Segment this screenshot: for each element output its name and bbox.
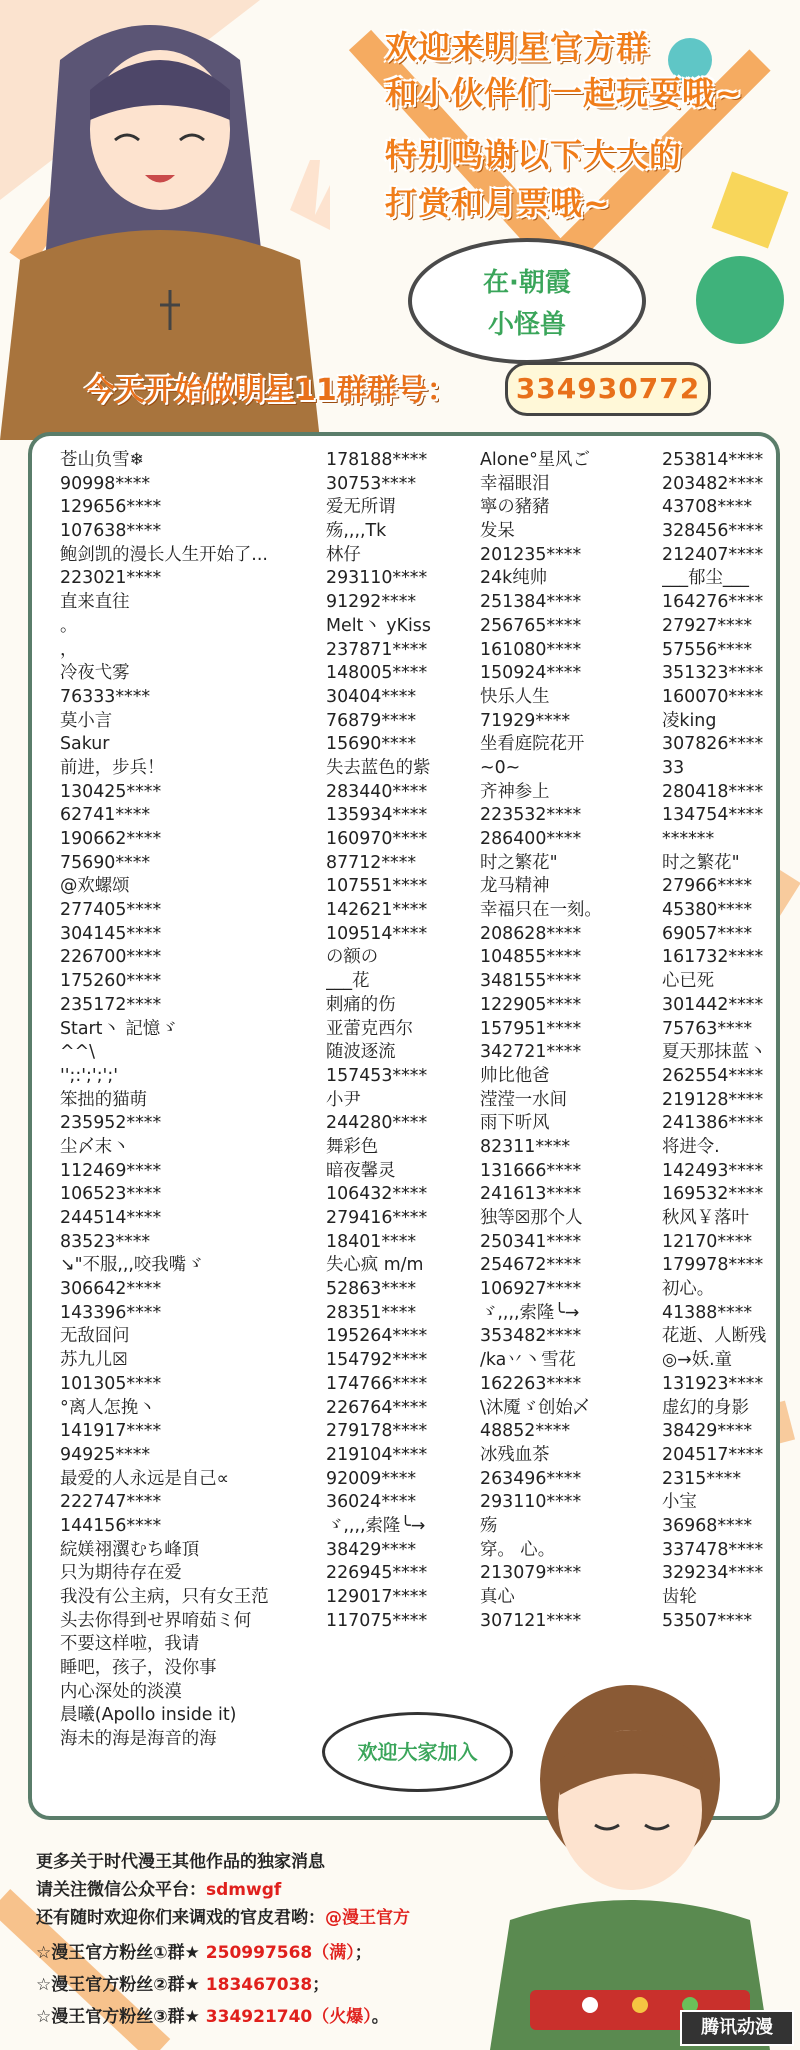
supporter-entry: 91292**** xyxy=(326,592,417,613)
supporter-entry: の额の xyxy=(326,947,379,968)
supporter-entry: \沐魇ゞ创始乄 xyxy=(480,1397,591,1418)
supporter-entry: 48852**** xyxy=(480,1421,571,1442)
supporter-entry: 106432**** xyxy=(326,1184,428,1205)
supporter-entry: 。 xyxy=(60,615,78,636)
weibo-account: @漫王官方 xyxy=(325,1908,410,1928)
supporter-entry: 57556**** xyxy=(662,639,753,660)
supporter-entry: 时之繁花" xyxy=(480,852,558,873)
supporter-entry: 307121**** xyxy=(480,1610,582,1631)
fan-group-2-number: 183467038 xyxy=(205,1975,313,1995)
supporter-column-4 xyxy=(662,449,772,1633)
group-number-label: 今天开始做明星11群群号： xyxy=(85,373,457,408)
supporter-entry: 204517**** xyxy=(662,1444,764,1465)
wechat-account: sdmwgf xyxy=(206,1880,282,1900)
supporter-entry: 穿。 心。 xyxy=(480,1539,556,1560)
header-line-4: 打赏和月票哦~ xyxy=(385,184,611,222)
supporter-entry: 53507**** xyxy=(662,1610,753,1631)
fan-group-3 xyxy=(36,2002,389,2027)
fan-group-2-label: ☆漫王官方粉丝②群★ xyxy=(36,1975,206,1995)
supporter-entry: 144156**** xyxy=(60,1515,162,1536)
supporter-entry: 41388**** xyxy=(662,1302,753,1323)
supporter-entry: 131666**** xyxy=(480,1160,582,1181)
group-number: 334930772 xyxy=(505,362,711,416)
supporter-entry: 164276**** xyxy=(662,592,764,613)
supporter-entry: 161080**** xyxy=(480,639,582,660)
supporter-entry: 241613**** xyxy=(480,1184,582,1205)
supporter-entry: 龙马精神 xyxy=(480,876,550,897)
supporter-entry: 莫小言 xyxy=(60,710,113,731)
supporter-entry: 190662**** xyxy=(60,829,162,849)
supporter-entry: 104855**** xyxy=(480,947,582,968)
supporter-entry: 286400**** xyxy=(480,829,582,849)
thanks-name-1: 在·朝霞 xyxy=(483,268,571,298)
header-line-3: 特别鸣谢以下大大的 xyxy=(385,136,683,174)
header-line-2: 和小伙伴们一起玩耍哦~ xyxy=(385,74,743,112)
supporter-entry: 27966**** xyxy=(662,876,753,897)
supporter-entry: 虚幻的身影 xyxy=(662,1397,749,1418)
footer-line-1: 更多关于时代漫王其他作品的独家消息 xyxy=(36,1852,325,1872)
supporter-entry: 我没有公主病，只有女王范 xyxy=(60,1587,269,1607)
supporter-entry: 笨拙的猫萌 xyxy=(60,1089,147,1110)
supporter-entry: 301442**** xyxy=(662,994,764,1015)
supporter-entry: 82311**** xyxy=(480,1136,571,1157)
supporter-entry: 真心 xyxy=(480,1587,515,1607)
fan-group-1-end: ； xyxy=(354,1943,372,1963)
supporter-entry: 235172**** xyxy=(60,994,162,1015)
supporter-entry: 160070**** xyxy=(662,686,764,707)
supporter-entry: 157951**** xyxy=(480,1018,582,1039)
supporter-entry: 283440**** xyxy=(326,781,428,802)
supporter-entry: 337478**** xyxy=(662,1539,764,1560)
welcome-speech-bubble: 欢迎大家加入 xyxy=(322,1712,513,1792)
supporter-entry: 苍山负雪❄ xyxy=(60,450,145,470)
supporter-entry: 寧の豬豬 xyxy=(480,497,550,518)
supporter-entry: 348155**** xyxy=(480,971,582,992)
supporter-entry: 83523**** xyxy=(60,1231,151,1252)
supporter-entry: 129656**** xyxy=(60,497,162,518)
supporter-entry: 30753**** xyxy=(326,473,417,494)
fan-group-1 xyxy=(36,1938,372,1963)
supporter-entry: 12170**** xyxy=(662,1231,753,1252)
supporter-entry: 海未的海是海音的海 xyxy=(60,1729,217,1750)
supporter-entry: 226764**** xyxy=(326,1397,428,1418)
supporter-entry: 351323**** xyxy=(662,663,764,684)
supporter-entry: 苏九儿☒ xyxy=(60,1350,128,1371)
supporter-entry: 223532**** xyxy=(480,805,582,826)
supporter-entry: 101305**** xyxy=(60,1373,162,1394)
supporter-entry: 失心疯 m/m xyxy=(326,1255,424,1276)
supporter-entry: 161732**** xyxy=(662,947,764,968)
supporter-entry: 256765**** xyxy=(480,615,582,636)
supporter-entry: 226700**** xyxy=(60,947,162,968)
fan-group-2-end: ； xyxy=(312,1975,330,1995)
supporter-entry: 随波逐流 xyxy=(326,1042,396,1063)
supporter-entry: 夏天那抹蓝丶 xyxy=(662,1042,767,1063)
supporter-entry: /ka丷丶雪花 xyxy=(480,1350,576,1371)
thanks-cloud xyxy=(408,238,646,364)
supporter-entry: 30404**** xyxy=(326,686,417,707)
supporter-entry: 129017**** xyxy=(326,1587,428,1607)
footer-line-3 xyxy=(36,1903,410,1928)
supporter-entry: 直来直往 xyxy=(60,592,130,613)
supporter-entry: 38429**** xyxy=(662,1421,753,1442)
supporter-entry: ↘"不服,,,咬我嘴ゞ xyxy=(60,1255,204,1276)
supporter-entry: 130425**** xyxy=(60,781,162,802)
supporter-entry: 148005**** xyxy=(326,663,428,684)
supporter-entry: 綄媄祤瀷むち峰頂 xyxy=(60,1539,200,1560)
wechat-label: 请关注微信公众平台： xyxy=(36,1880,206,1900)
supporter-entry: 106523**** xyxy=(60,1184,162,1205)
supporter-entry: 307826**** xyxy=(662,734,764,755)
supporter-entry: ゞ,,,,索隆╰→ xyxy=(326,1515,426,1536)
supporter-column-1 xyxy=(60,449,320,1752)
supporter-entry: 142621**** xyxy=(326,900,428,921)
supporter-entry: 2315**** xyxy=(662,1468,742,1489)
supporter-entry: 27927**** xyxy=(662,615,753,636)
supporter-entry: 175260**** xyxy=(60,971,162,992)
supporter-entry: 坐看庭院花开 xyxy=(480,734,585,755)
supporter-entry: 幸福眼泪 xyxy=(480,473,550,494)
supporter-entry: 头去你得到せ界唷茹ミ何 xyxy=(60,1610,252,1631)
supporter-entry: 凌king xyxy=(662,710,717,731)
supporter-entry: 174766**** xyxy=(326,1373,428,1394)
supporter-entry: 最爱的人永远是自己∝ xyxy=(60,1468,229,1489)
supporter-entry: 222747**** xyxy=(60,1492,162,1513)
supporter-entry: 失去蓝色的紫 xyxy=(326,757,431,778)
fan-group-1-number: 250997568 xyxy=(205,1943,313,1963)
supporter-entry: 暗夜馨灵 xyxy=(326,1160,396,1181)
thanks-name-2: 小怪兽 xyxy=(487,310,566,340)
watermark-logo: 腾讯动漫 xyxy=(680,2010,794,2046)
supporter-entry: 90998**** xyxy=(60,473,151,494)
supporter-entry: 舞彩色 xyxy=(326,1136,379,1157)
supporter-entry: Start丶 記憶ゞ xyxy=(60,1018,178,1039)
supporter-entry: 帅比他爸 xyxy=(480,1065,550,1086)
supporter-entry: 独等☒那个人 xyxy=(480,1208,583,1228)
supporter-entry: 尘〆末丶 xyxy=(60,1136,130,1157)
supporter-entry: Sakur xyxy=(60,734,110,755)
supporter-entry: 94925**** xyxy=(60,1444,151,1465)
supporter-entry: 195264**** xyxy=(326,1326,428,1347)
supporter-entry: 244514**** xyxy=(60,1208,162,1228)
supporter-column-3 xyxy=(480,449,655,1633)
supporter-entry: 小宝 xyxy=(662,1492,697,1513)
supporter-entry: ゞ,,,,索隆╰→ xyxy=(480,1302,580,1323)
supporter-entry: 秋风￥落叶 xyxy=(662,1208,749,1228)
supporter-entry: 201235**** xyxy=(480,544,582,565)
supporter-entry: 殇 xyxy=(480,1515,498,1536)
supporter-entry: 亚蕾克西尔 xyxy=(326,1018,413,1039)
supporter-entry: 林仔 xyxy=(326,544,361,565)
supporter-entry: 晨曦(Apollo inside it) xyxy=(60,1705,237,1726)
supporter-entry: 36024**** xyxy=(326,1492,417,1513)
supporter-entry: 293110**** xyxy=(480,1492,582,1513)
supporter-entry: 75690**** xyxy=(60,852,151,873)
supporter-entry: 睡吧，孩子，没你事 xyxy=(60,1658,217,1679)
supporter-entry: 134754**** xyxy=(662,805,764,826)
supporter-entry: 304145**** xyxy=(60,923,162,944)
supporter-entry: 15690**** xyxy=(326,734,417,755)
supporter-entry: @欢螺颂 xyxy=(60,876,130,897)
supporter-entry: 277405**** xyxy=(60,900,162,921)
supporter-entry: 幸福只在一刻。 xyxy=(480,900,602,921)
supporter-entry: 前进，步兵！ xyxy=(60,757,165,778)
supporter-entry: 76333**** xyxy=(60,686,151,707)
supporter-entry: 鲍剑凯的漫长人生开始了... xyxy=(60,544,268,565)
supporter-entry: ~0~ xyxy=(480,757,521,778)
supporter-entry: 初心。 xyxy=(662,1279,715,1300)
supporter-entry: 263496**** xyxy=(480,1468,582,1489)
supporter-entry: 齿轮 xyxy=(662,1587,697,1607)
supporter-entry: 滢滢一水间 xyxy=(480,1089,567,1110)
supporter-entry: 169532**** xyxy=(662,1184,764,1205)
supporter-entry: 219104**** xyxy=(326,1444,428,1465)
fan-group-2 xyxy=(36,1970,329,1995)
supporter-entry: 时之繁花" xyxy=(662,852,740,873)
boy-character-illustration xyxy=(470,1660,800,2050)
fan-group-1-status: （满） xyxy=(312,1943,355,1963)
supporter-entry: ****** xyxy=(662,829,715,849)
supporter-entry: 353482**** xyxy=(480,1326,582,1347)
supporter-entry: 快乐人生 xyxy=(480,686,550,707)
supporter-entry: 28351**** xyxy=(326,1302,417,1323)
supporter-entry: 刺痛的伤 xyxy=(326,994,396,1015)
supporter-entry: 253814**** xyxy=(662,450,764,470)
supporter-entry: 花逝、人断残 xyxy=(662,1326,767,1347)
supporter-entry: 33 xyxy=(662,757,685,778)
supporter-entry: ___花 xyxy=(326,971,370,992)
supporter-entry: 212407**** xyxy=(662,544,764,565)
supporter-entry: 279178**** xyxy=(326,1421,428,1442)
supporter-entry: 小尹 xyxy=(326,1089,361,1110)
supporter-entry: 223021**** xyxy=(60,568,162,589)
header-line-1: 欢迎来明星官方群 xyxy=(385,28,650,66)
supporter-entry: 208628**** xyxy=(480,923,582,944)
supporter-entry: 106927**** xyxy=(480,1279,582,1300)
supporter-entry: 齐神参上 xyxy=(480,781,550,802)
supporter-entry: 62741**** xyxy=(60,805,151,826)
supporter-entry: 36968**** xyxy=(662,1515,753,1536)
supporter-entry: 117075**** xyxy=(326,1610,428,1631)
supporter-entry: 43708**** xyxy=(662,497,753,518)
supporter-entry: ， xyxy=(60,639,78,660)
supporter-entry: 203482**** xyxy=(662,473,764,494)
supporter-entry: 52863**** xyxy=(326,1279,417,1300)
supporter-entry: 250341**** xyxy=(480,1231,582,1252)
supporter-column-2 xyxy=(326,449,476,1633)
supporter-entry: °离人怎挽丶 xyxy=(60,1397,156,1418)
supporter-entry: 241386**** xyxy=(662,1113,764,1134)
supporter-entry: 只为期待存在爱 xyxy=(60,1563,182,1584)
supporter-entry: 107638**** xyxy=(60,521,162,542)
supporter-entry: 235952**** xyxy=(60,1113,162,1134)
supporter-entry: 154792**** xyxy=(326,1350,428,1371)
fan-group-3-status: （火爆） xyxy=(312,2007,372,2027)
supporter-entry: 122905**** xyxy=(480,994,582,1015)
footer-line-2 xyxy=(36,1875,281,1900)
supporter-entry: '';:';';';' xyxy=(60,1065,118,1086)
supporter-entry: 心已死 xyxy=(662,971,715,992)
supporter-entry: 24k纯帅 xyxy=(480,568,547,589)
supporter-entry: 178188**** xyxy=(326,450,428,470)
supporter-entry: 112469**** xyxy=(60,1160,162,1181)
supporter-entry: 162263**** xyxy=(480,1373,582,1394)
supporter-entry: 142493**** xyxy=(662,1160,764,1181)
supporter-entry: 不要这样啦，我请 xyxy=(60,1634,200,1655)
supporter-entry: 71929**** xyxy=(480,710,571,731)
supporter-entry: 雨下听风 xyxy=(480,1113,550,1134)
supporter-entry: ^^\ xyxy=(60,1042,96,1063)
supporter-entry: 160970**** xyxy=(326,829,428,849)
supporter-entry: 冷夜弋雾 xyxy=(60,663,130,684)
supporter-entry: 219128**** xyxy=(662,1089,764,1110)
supporter-entry: 76879**** xyxy=(326,710,417,731)
supporter-entry: 150924**** xyxy=(480,663,582,684)
supporter-entry: 发呆 xyxy=(480,521,515,542)
supporter-entry: 262554**** xyxy=(662,1065,764,1086)
supporter-entry: 143396**** xyxy=(60,1302,162,1323)
supporter-entry: 329234**** xyxy=(662,1563,764,1584)
supporter-entry: Melt丶 yKiss xyxy=(326,615,431,636)
supporter-entry: 141917**** xyxy=(60,1421,162,1442)
supporter-entry: 18401**** xyxy=(326,1231,417,1252)
fan-group-3-number: 334921740 xyxy=(205,2007,313,2027)
supporter-entry: 251384**** xyxy=(480,592,582,613)
supporter-entry: 内心深处的淡漠 xyxy=(60,1681,182,1702)
fan-group-3-label: ☆漫王官方粉丝③群★ xyxy=(36,2007,206,2027)
supporter-entry: 69057**** xyxy=(662,923,753,944)
supporter-entry: 冰残血茶 xyxy=(480,1444,550,1465)
supporter-entry: 将进令. xyxy=(662,1136,720,1157)
supporter-entry: 293110**** xyxy=(326,568,428,589)
supporter-entry: Alone°星风ご xyxy=(480,450,590,470)
supporter-entry: 280418**** xyxy=(662,781,764,802)
supporter-entry: 328456**** xyxy=(662,521,764,542)
supporter-entry: 254672**** xyxy=(480,1255,582,1276)
supporter-entry: 237871**** xyxy=(326,639,428,660)
supporter-entry: 342721**** xyxy=(480,1042,582,1063)
supporter-entry: 244280**** xyxy=(326,1113,428,1134)
supporter-entry: ◎→妖.童 xyxy=(662,1350,733,1371)
supporter-entry: 无敌囧问 xyxy=(60,1326,130,1347)
supporter-entry: 92009**** xyxy=(326,1468,417,1489)
supporter-entry: 306642**** xyxy=(60,1279,162,1300)
supporter-entry: 87712**** xyxy=(326,852,417,873)
supporter-entry: 179978**** xyxy=(662,1255,764,1276)
fan-group-1-label: ☆漫王官方粉丝①群★ xyxy=(36,1943,206,1963)
supporter-entry: ___郁尘___ xyxy=(662,568,749,589)
supporter-entry: 107551**** xyxy=(326,876,428,897)
supporter-entry: 135934**** xyxy=(326,805,428,826)
supporter-entry: 226945**** xyxy=(326,1563,428,1584)
supporter-entry: 131923**** xyxy=(662,1373,764,1394)
supporter-entry: 279416**** xyxy=(326,1208,428,1228)
supporter-entry: 75763**** xyxy=(662,1018,753,1039)
supporter-entry: 38429**** xyxy=(326,1539,417,1560)
supporter-entry: 45380**** xyxy=(662,900,753,921)
supporter-entry: 213079**** xyxy=(480,1563,582,1584)
supporter-entry: 109514**** xyxy=(326,923,428,944)
supporter-entry: 157453**** xyxy=(326,1065,428,1086)
fan-group-3-end: 。 xyxy=(371,2007,389,2027)
supporter-entry: 殇,,,,Tk xyxy=(326,521,387,542)
supporter-entry: 爱无所谓 xyxy=(326,497,396,518)
weibo-label: 还有随时欢迎你们来调戏的官皮君哟： xyxy=(36,1908,325,1928)
